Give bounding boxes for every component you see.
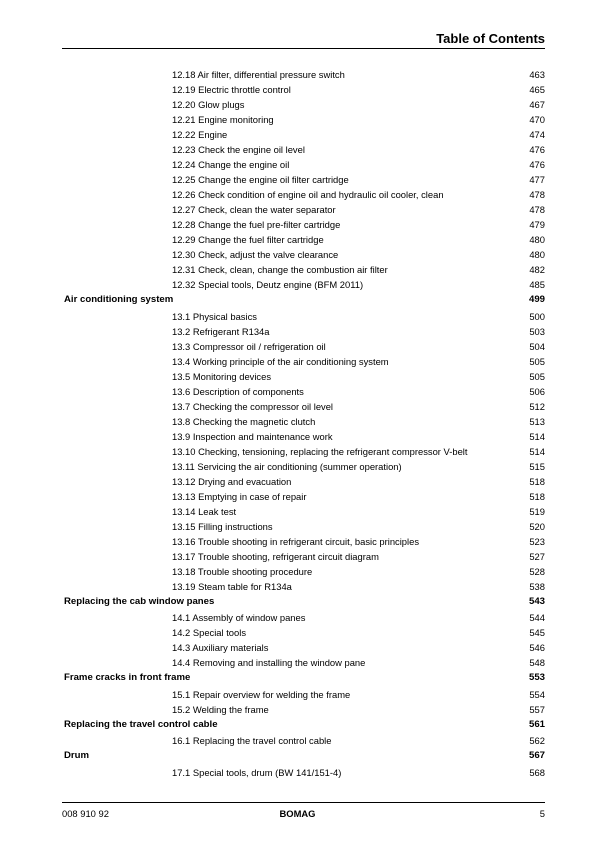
toc-section-title: 12.18 Air filter, differential pressure switch bbox=[172, 69, 345, 80]
toc-section-entry[interactable] bbox=[62, 142, 545, 157]
toc-chapter-entry[interactable] bbox=[62, 748, 545, 765]
toc-page-number: 500 bbox=[529, 310, 545, 322]
toc-section-entry[interactable] bbox=[62, 564, 545, 579]
toc-section-entry[interactable] bbox=[62, 459, 545, 474]
toc-section-title: 12.19 Electric throttle control bbox=[172, 84, 291, 95]
toc-section-title: 13.5 Monitoring devices bbox=[172, 370, 272, 382]
toc-section-entry[interactable] bbox=[62, 354, 545, 369]
toc-page-number: 480 bbox=[529, 249, 545, 260]
toc-section-title: 13.19 Steam table for R134a bbox=[172, 580, 292, 592]
toc-section-entry[interactable] bbox=[62, 324, 545, 339]
toc-section-entry[interactable] bbox=[62, 172, 545, 187]
toc-section-entry[interactable] bbox=[62, 97, 545, 112]
toc-section-entry[interactable] bbox=[62, 82, 545, 97]
toc-section-title: 15.2 Welding the frame bbox=[172, 703, 269, 715]
toc-section-title: 13.7 Checking the compressor oil level bbox=[172, 400, 334, 412]
toc-section-entry[interactable] bbox=[62, 309, 545, 324]
toc-section-title: 13.2 Refrigerant R134a bbox=[172, 325, 270, 337]
toc-chapter-title: Replacing the cab window panes bbox=[64, 595, 215, 607]
toc-section-entry[interactable] bbox=[62, 640, 545, 655]
toc-section-title: 12.31 Check, clean, change the combustion air filter bbox=[172, 264, 388, 275]
toc-page-number: 557 bbox=[529, 703, 545, 715]
toc-section-entry[interactable] bbox=[62, 687, 545, 702]
toc-page-number: 470 bbox=[529, 114, 545, 125]
toc-section-title: 12.21 Engine monitoring bbox=[172, 114, 274, 125]
toc-section-entry[interactable] bbox=[62, 384, 545, 399]
toc-section-title: 12.22 Engine bbox=[172, 129, 228, 140]
toc-page-number: 518 bbox=[529, 475, 545, 487]
toc-page-number: 465 bbox=[529, 84, 545, 95]
toc-page-number: 527 bbox=[529, 550, 545, 562]
toc-section-entry[interactable] bbox=[62, 127, 545, 142]
brand-name: BOMAG bbox=[279, 808, 316, 819]
toc-section-title: 13.11 Servicing the air conditioning (summer operation) bbox=[172, 460, 402, 472]
toc-page-number: 514 bbox=[529, 445, 545, 457]
toc-page-number: 554 bbox=[529, 688, 545, 700]
toc-page-number: 513 bbox=[529, 415, 545, 427]
toc-section-entry[interactable] bbox=[62, 217, 545, 232]
toc-section-title: 12.25 Change the engine oil filter cartridge bbox=[172, 174, 349, 185]
toc-section-entry[interactable] bbox=[62, 429, 545, 444]
toc-section-entry[interactable] bbox=[62, 765, 545, 780]
toc-section-title: 13.9 Inspection and maintenance work bbox=[172, 430, 333, 442]
toc-page-number: 546 bbox=[529, 642, 545, 653]
toc-page-number: 506 bbox=[529, 385, 545, 397]
toc-section-entry[interactable] bbox=[62, 489, 545, 504]
toc-page-number: 528 bbox=[529, 565, 545, 577]
toc-page-number: 567 bbox=[528, 750, 545, 761]
toc-page-number: 476 bbox=[529, 159, 545, 170]
toc-section-title: 12.26 Check condition of engine oil and hydraulic oil cooler, clean bbox=[172, 189, 444, 200]
toc-section-entry[interactable] bbox=[62, 232, 545, 247]
toc-page-number: 514 bbox=[529, 430, 545, 442]
toc-section-title: 13.3 Compressor oil / refrigeration oil bbox=[172, 340, 326, 352]
toc-page-number: 503 bbox=[529, 325, 545, 337]
toc-chapter-entry[interactable] bbox=[62, 292, 545, 309]
toc-page-number: 561 bbox=[528, 718, 545, 730]
toc-page-number: 476 bbox=[529, 144, 545, 155]
toc-section-entry[interactable] bbox=[62, 444, 545, 459]
header-divider bbox=[62, 48, 545, 49]
toc-section-entry[interactable] bbox=[62, 67, 545, 82]
toc-section-title: 13.4 Working principle of the air conditioning system bbox=[172, 355, 389, 367]
toc-section-title: 13.13 Emptying in case of repair bbox=[172, 490, 307, 502]
toc-section-entry[interactable] bbox=[62, 187, 545, 202]
toc-section-title: 14.2 Special tools bbox=[172, 627, 247, 638]
toc-page-number: 463 bbox=[529, 69, 545, 80]
toc-page-number: 479 bbox=[529, 219, 545, 230]
toc-section-title: 13.1 Physical basics bbox=[172, 310, 257, 322]
toc-section-entry[interactable] bbox=[62, 733, 545, 748]
toc-page-number: 480 bbox=[529, 234, 545, 245]
toc-page-number: 474 bbox=[529, 129, 545, 140]
toc-section-title: 12.29 Change the fuel filter cartridge bbox=[172, 234, 324, 245]
toc-page-number: 544 bbox=[529, 612, 545, 623]
toc-chapter-entry[interactable] bbox=[62, 670, 545, 687]
toc-page-number: 504 bbox=[529, 340, 545, 352]
toc-section-title: 13.10 Checking, tensioning, replacing the refrigerant compressor V-belt bbox=[172, 445, 468, 457]
toc-section-title: 13.15 Filling instructions bbox=[172, 520, 273, 532]
toc-page-number: 538 bbox=[529, 580, 545, 592]
toc-chapter-entry[interactable] bbox=[62, 717, 545, 734]
toc-section-entry[interactable] bbox=[62, 414, 545, 429]
toc-section-entry[interactable] bbox=[62, 399, 545, 414]
toc-page-number: 568 bbox=[529, 766, 545, 778]
toc-section-title: 15.1 Repair overview for welding the frame bbox=[172, 688, 351, 700]
document-number: 008 910 92 bbox=[62, 808, 109, 819]
toc-page-number: 553 bbox=[528, 672, 545, 683]
toc-section-entry[interactable] bbox=[62, 369, 545, 384]
toc-page-number: 478 bbox=[529, 189, 545, 200]
toc-page-number: 562 bbox=[529, 735, 545, 746]
toc-section-title: 12.28 Change the fuel pre-filter cartridge bbox=[172, 219, 341, 230]
page-title: Table of Contents bbox=[436, 31, 545, 46]
toc-section-entry[interactable] bbox=[62, 549, 545, 564]
toc-page-number: 478 bbox=[529, 204, 545, 215]
toc-section-title: 12.23 Check the engine oil level bbox=[172, 144, 305, 155]
toc-chapter-title: Replacing the travel control cable bbox=[64, 718, 218, 730]
toc-section-entry[interactable] bbox=[62, 262, 545, 277]
toc-section-title: 17.1 Special tools, drum (BW 141/151-4) bbox=[172, 766, 342, 778]
toc-section-entry[interactable] bbox=[62, 339, 545, 354]
toc-page-number: 518 bbox=[529, 490, 545, 502]
toc-page-number: 477 bbox=[529, 174, 545, 185]
toc-section-title: 12.30 Check, adjust the valve clearance bbox=[172, 249, 339, 260]
toc-section-title: 14.3 Auxiliary materials bbox=[172, 642, 269, 653]
toc-page-number: 519 bbox=[529, 505, 545, 517]
toc-page-number: 467 bbox=[529, 99, 545, 110]
toc-chapter-title: Air conditioning system bbox=[64, 294, 174, 305]
toc-section-entry[interactable] bbox=[62, 277, 545, 292]
toc-section-entry[interactable] bbox=[62, 474, 545, 489]
toc-page-number: 485 bbox=[529, 279, 545, 290]
toc-section-entry[interactable] bbox=[62, 202, 545, 217]
toc-page-number: 543 bbox=[528, 595, 545, 607]
toc-section-entry[interactable] bbox=[62, 610, 545, 625]
toc-page-number: 505 bbox=[529, 370, 545, 382]
toc-section-title: 12.27 Check, clean the water separator bbox=[172, 204, 336, 215]
toc-page-number: 548 bbox=[529, 657, 545, 668]
toc-section-title: 12.20 Glow plugs bbox=[172, 99, 245, 110]
table-of-contents bbox=[62, 67, 545, 780]
toc-section-entry[interactable] bbox=[62, 702, 545, 717]
toc-section-title: 16.1 Replacing the travel control cable bbox=[172, 735, 332, 746]
toc-chapter-entry[interactable] bbox=[62, 594, 545, 611]
toc-page-number: 512 bbox=[529, 400, 545, 412]
toc-section-title: 12.24 Change the engine oil bbox=[172, 159, 290, 170]
toc-section-entry[interactable] bbox=[62, 519, 545, 534]
toc-section-entry[interactable] bbox=[62, 579, 545, 594]
footer-divider bbox=[62, 802, 545, 803]
toc-section-title: 13.18 Trouble shooting procedure bbox=[172, 565, 313, 577]
toc-section-title: 12.32 Special tools, Deutz engine (BFM 2011) bbox=[172, 279, 364, 290]
toc-section-title: 13.14 Leak test bbox=[172, 505, 237, 517]
toc-page-number: 545 bbox=[529, 627, 545, 638]
toc-chapter-title: Drum bbox=[64, 750, 90, 761]
toc-page-number: 520 bbox=[529, 520, 545, 532]
toc-section-entry[interactable] bbox=[62, 655, 545, 670]
toc-section-title: 13.17 Trouble shooting, refrigerant circuit diagram bbox=[172, 550, 379, 562]
toc-section-entry[interactable] bbox=[62, 534, 545, 549]
toc-section-entry[interactable] bbox=[62, 247, 545, 262]
toc-section-title: 13.8 Checking the magnetic clutch bbox=[172, 415, 316, 427]
toc-section-title: 13.6 Description of components bbox=[172, 385, 304, 397]
toc-section-title: 14.1 Assembly of window panes bbox=[172, 612, 306, 623]
toc-section-entry[interactable] bbox=[62, 157, 545, 172]
toc-section-title: 13.16 Trouble shooting in refrigerant circuit, basic principles bbox=[172, 535, 420, 547]
toc-page-number: 499 bbox=[528, 294, 545, 305]
toc-section-entry[interactable] bbox=[62, 625, 545, 640]
toc-page-number: 482 bbox=[529, 264, 545, 275]
toc-section-title: 13.12 Drying and evacuation bbox=[172, 475, 292, 487]
toc-section-entry[interactable] bbox=[62, 504, 545, 519]
toc-section-title: 14.4 Removing and installing the window pane bbox=[172, 657, 366, 668]
toc-page-number: 515 bbox=[529, 460, 545, 472]
toc-page-number: 523 bbox=[529, 535, 545, 547]
toc-chapter-title: Frame cracks in front frame bbox=[64, 672, 191, 683]
toc-page-number: 505 bbox=[529, 355, 545, 367]
toc-section-entry[interactable] bbox=[62, 112, 545, 127]
page-number: 5 bbox=[539, 808, 545, 819]
